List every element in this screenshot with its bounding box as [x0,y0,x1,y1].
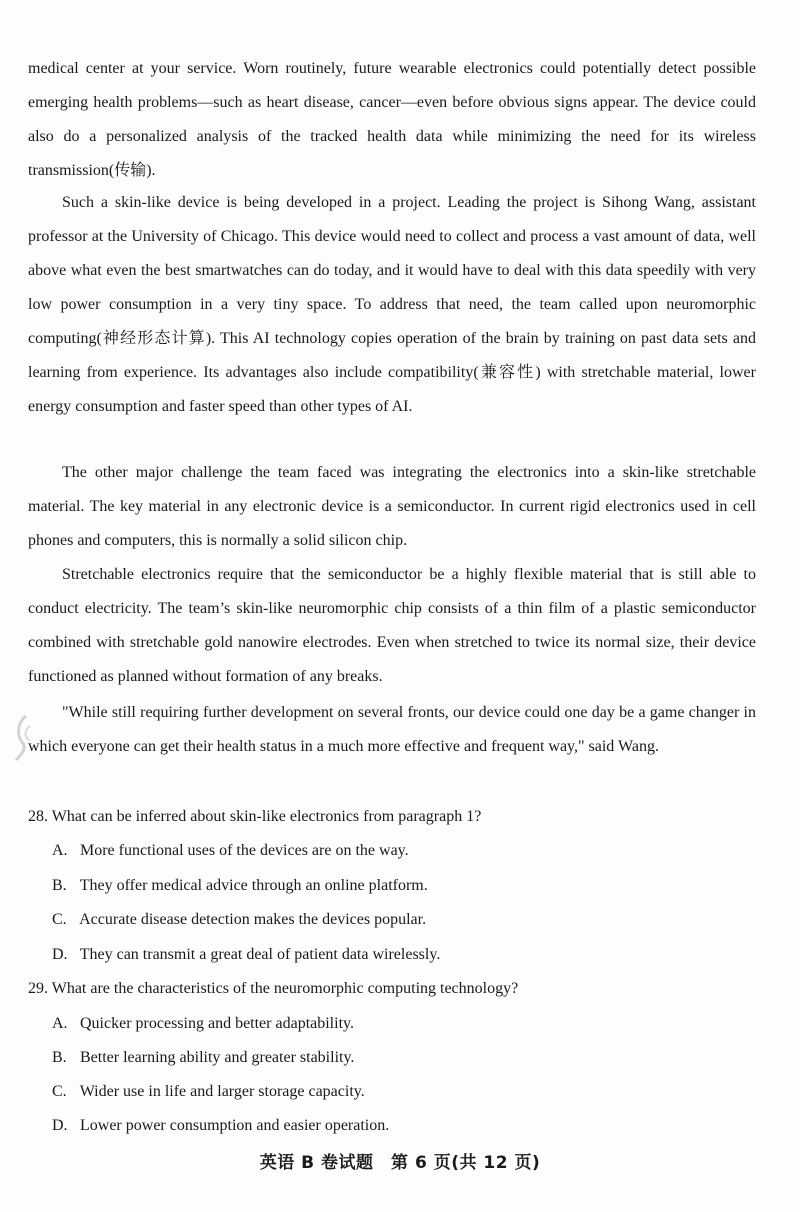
paragraph-4: Stretchable electronics require that the semiconductor be a highly flexible material that is still able to conduct electricity. The team’s skin-like neuromorphic chip consists of a thin film of a plastic semiconductor combined with stretchable gold nanowire electrodes. Even when stretched to twice its normal size, their device functioned as planned without formation of any breaks. [28,566,756,685]
option-letter: A. [52,842,68,859]
option-text: They offer medical advice through an online platform. [79,877,428,894]
page-footer: 英语 B 卷试题 第 6 页(共 12 页) [259,1153,541,1173]
option-letter: A. [52,1015,68,1032]
question-28 [28,800,756,834]
q29-option-d[interactable] [52,1109,752,1143]
q28-option-a[interactable] [52,834,752,868]
option-text: Better learning ability and greater stability. [80,1049,355,1066]
option-text: Wider use in life and larger storage capacity. [79,1083,365,1100]
q28-option-c[interactable] [52,903,752,937]
option-letter: D. [52,946,68,963]
q29-option-b[interactable] [52,1041,752,1075]
question-number: 28. [28,808,48,825]
q29-option-c[interactable] [52,1075,752,1109]
paragraph-3: The other major challenge the team faced was integrating the electronics into a skin-like stretchable material. The key material in any electronic device is a semiconductor. In current rigid electronics used in cell phones and computers, this is normally a solid silicon chip. [28,464,756,549]
option-letter: C. [52,1083,67,1100]
option-letter: B. [52,1049,67,1066]
question-text: What are the characteristics of the neuromorphic computing technology? [51,980,519,997]
option-text: More functional uses of the devices are on the way. [80,842,409,859]
q28-option-d[interactable] [52,938,752,972]
question-text: What can be inferred about skin-like electronics from paragraph 1? [51,808,482,825]
option-letter: B. [52,877,67,894]
paragraph-2: Such a skin-like device is being developed in a project. Leading the project is Sihong Wang, assistant professor at the University of Chicago. This device would need to collect and process a vast amount of data, well above what even the best smartwatches can do today, and it would have to deal with this data speedily with very low power consumption in a very tiny space. To address that need, the team called upon neuromorphic computing(神经形态计算). This AI technology copies operation of the brain by training on past data sets and learning from experience. Its advantages also include compatibility(兼容性) with stretchable material, lower energy consumption and faster speed than other types of AI. [28,194,756,415]
paragraph-1: medical center at your service. Worn routinely, future wearable electronics could potentially detect possible emerging health problems—such as heart disease, cancer—even before obvious signs appear. The device could also do a personalized analysis of the tracked health data while minimizing the need for its wireless transmission(传输). [28,60,756,179]
q28-option-b[interactable] [52,869,752,903]
q29-option-a[interactable] [52,1007,752,1041]
option-text: Accurate disease detection makes the devices popular. [79,911,427,928]
question-number: 29. [28,980,48,997]
paragraph-5: "While still requiring further development on several fronts, our device could one day be a game changer in which everyone can get their health status in a much more effective and frequent way," said Wang. [28,704,756,755]
option-text: Quicker processing and better adaptability. [80,1015,354,1032]
scan-smudge-icon [12,712,38,762]
option-letter: D. [52,1117,68,1134]
question-29 [28,972,756,1006]
option-text: They can transmit a great deal of patient data wirelessly. [79,946,441,963]
option-text: Lower power consumption and easier operation. [80,1117,390,1134]
option-letter: C. [52,911,67,928]
